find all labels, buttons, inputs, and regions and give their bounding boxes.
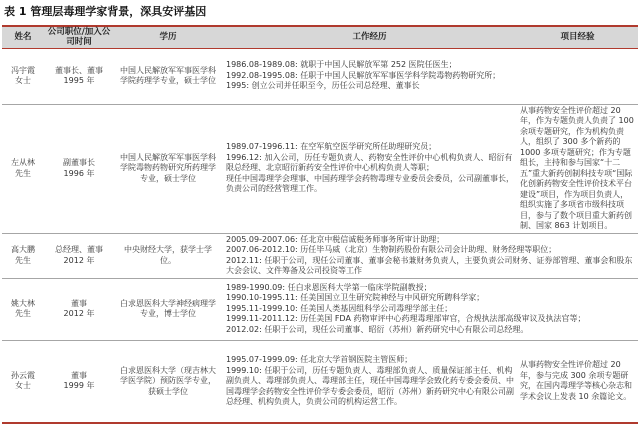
person-name: 冯宇霞 女士 <box>11 65 35 85</box>
person-work: 1995.07-1999.09: 任北京大学首钢医院主管医师； 1999.10: 任职于公司，历任专题负责人、毒理部负责人、质量保证部主任、机构副负责人、毒理部负责人、毒理部主任，现任中国毒理学会致化药专委会委员、中国毒理学会药物安全性评价学专委会委员，昭衍（苏州）新药研究中心有限公司副总经理、机构负责人，负责公司的机构运营工作。 <box>226 355 514 406</box>
person-title: 总经理、董事 2012 年 <box>55 245 103 265</box>
person-title: 董事长、董事 1995 年 <box>55 65 103 85</box>
person-education: 中央财经大学，获学士学位。 <box>124 245 212 265</box>
person-title: 副董事长 1996 年 <box>63 158 95 178</box>
header-name: 姓名 <box>14 32 32 43</box>
table-row <box>2 48 638 104</box>
table-row <box>2 278 638 340</box>
person-work: 1989-1990.09: 任白求恩医科大学第一临床学院副教授； 1990.10-1995.11: 任美国国立卫生研究院神经与中风研究所聘科学家； 1995.11-1999.10: 任美国人类基因组科学公司毒理学部主任； 1999.11-2011.12: 历任美国 FDA 药物审评中心药理毒理部审官，合规执法部高级审议及执法官等； 2012.02: 任职于公司，现任公司董事、昭衍（苏州）新药研究中心有限公司总经理。 <box>226 282 586 334</box>
person-name: 高大鹏 先生 <box>11 245 35 265</box>
header-projects: 项目经验 <box>560 32 595 43</box>
management-table <box>2 25 638 424</box>
header-title: 公司职位/加入公司时间 <box>47 27 111 48</box>
person-projects: 从事药物安全性评价超过 20 年，作为专题负责人负责了 100 余项专题研究，作为机构负责人，组织了 300 多个新药的 1000 多项专题研究；作为专题组长，主持和参与国家“十二五”重大新药创制科技专项“国际化创新药物安全性评价技术平台建设”项目，作为项目负责人，组织实施了多项省市级科技项目，参与了数个项目重大新药创制、国家 863 计划项目。 <box>520 105 634 230</box>
person-work: 2005.09-2007.06: 任北京中税信诚税务师事务所审计助理； 2007.06-2012.10: 历任毕马威（北京）生物制药股份有限公司会计助理、财务经理等职位； 2012.11: 任职于公司，现任公司董事、董事会秘书兼财务负责人，主要负责公司财务、证券部管理、董事会和股东大会会议、文件筹备及公司投资等工作 <box>226 234 633 275</box>
person-title: 董事 1999 年 <box>63 370 95 391</box>
person-projects: 从事药物安全性评价超过 20 年，参与完成 300 余项专题研究，在国内毒理学等核心杂志和学术会议上发表 10 余篇论文。 <box>520 360 632 401</box>
table-row <box>2 233 638 278</box>
table-row <box>2 340 638 423</box>
header-education: 学历 <box>159 32 177 43</box>
header-work: 工作经历 <box>352 32 387 43</box>
person-name: 孙云霞 女士 <box>11 370 35 391</box>
table-caption: 表 1 管理层毒理学家背景，深具安评基因 <box>4 5 207 18</box>
person-title: 董事 2012 年 <box>63 298 95 318</box>
person-projects <box>517 48 638 104</box>
table-row <box>2 104 638 233</box>
person-education: 中国人民解放军军事医学科学院药理学专业，硕士学位 <box>120 65 216 85</box>
person-work: 1986.08-1989.08: 就职于中国人民解放军第 252 医院任医生； 1992.08-1995.08: 任职于中国人民解放军军事医学科学院毒物药物研究所； 1995: 创立公司并任职至今，历任公司总经理、董事长 <box>226 60 501 91</box>
table-header <box>2 26 638 48</box>
person-education: 白求恩医科大学神经病理学专业，博士学位 <box>120 298 216 318</box>
person-work: 1989.07-1996.11: 在空军航空医学研究所任助理研究员； 1996.12: 加入公司，历任专题负责人、药物安全性评价中心机构负责人、昭衍有限总经理、北京昭衍新药安全性评价中心机构负责人等职； 现任中国毒理学会理事、中国药理学会药物毒理专业委员会委员，公司副董事长，负责公司的经营管理工作。 <box>226 142 514 194</box>
person-education: 白求恩医科大学（现吉林大学医学院）预防医学专业，获硕士学位 <box>120 365 216 396</box>
person-education: 中国人民解放军军事医学科学院毒物药物研究所药理学专业，硕士学位 <box>120 152 216 183</box>
person-name: 姚大林 先生 <box>11 298 35 318</box>
person-name: 左从林 先生 <box>11 158 35 178</box>
